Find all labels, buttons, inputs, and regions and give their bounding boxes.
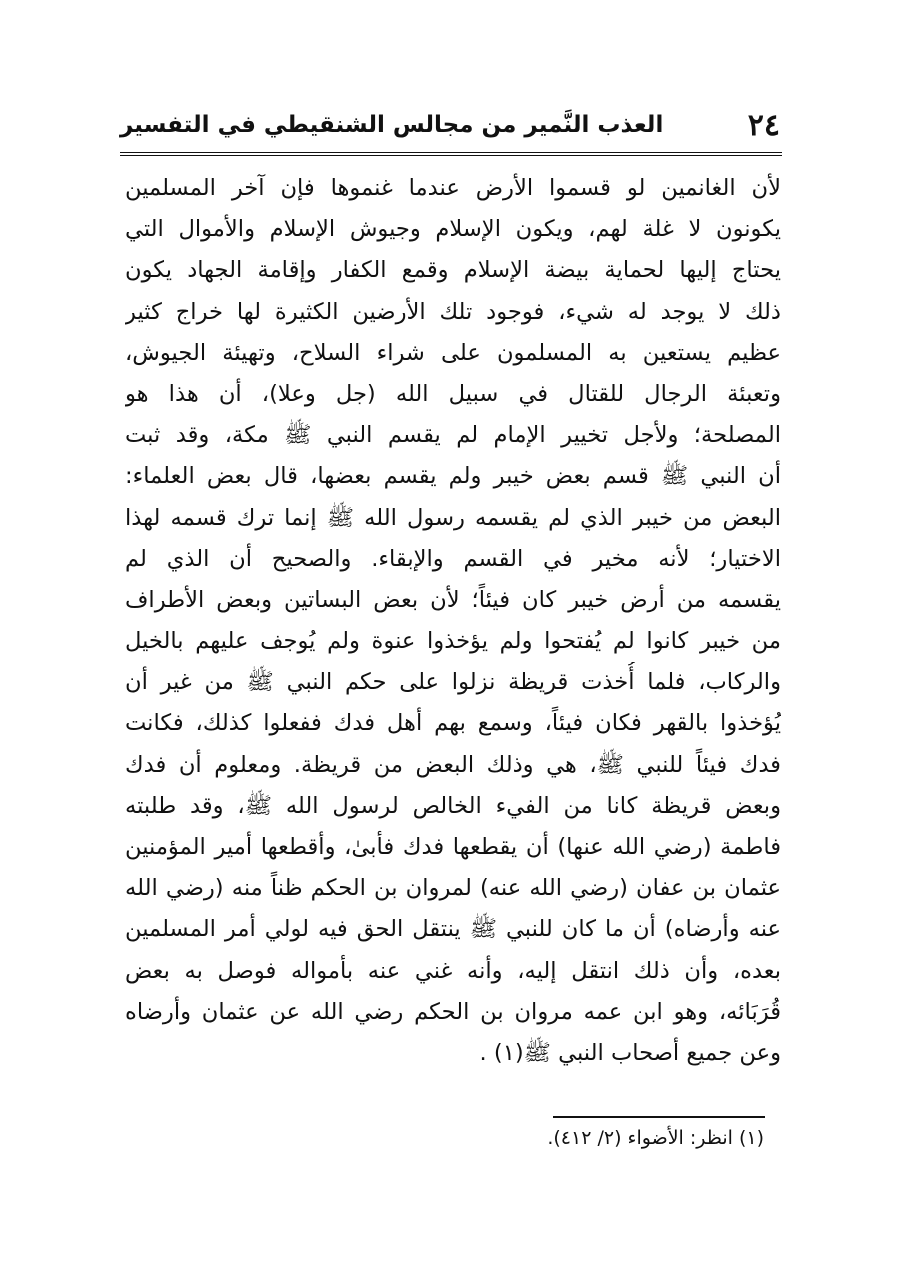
body-line: يقسمه من أرض خيبر كان فيئاً؛ لأن بعض البساتين وبعض الأطراف xyxy=(125,586,781,613)
body-line: وتعبئة الرجال للقتال في سبيل الله (جل وعلا)، أن هذا هو xyxy=(125,380,781,407)
body-line: المصلحة؛ ولأجل تخيير الإمام لم يقسم النبي ﷺ مكة، وقد ثبت xyxy=(125,422,781,449)
body-line: والركاب، فلما أُخذت قريظة نزلوا على حكم النبي ﷺ من غير أن xyxy=(125,669,781,696)
body-line: فدك فيئاً للنبي ﷺ، هي وذلك البعض من قريظة. ومعلوم أن فدك xyxy=(125,751,781,778)
body-line: ذلك لا يوجد له شيء، فوجود تلك الأرضين الكثيرة لها خراج كثير xyxy=(125,298,781,325)
body-text xyxy=(125,168,781,1074)
body-line: وبعض قريظة كانا من الفيء الخالص لرسول الله ﷺ، وقد طلبته xyxy=(125,792,781,819)
body-line: أن النبي ﷺ قسم بعض خيبر ولم يقسم بعضها، قال بعض العلماء: xyxy=(125,463,781,490)
body-line: الاختيار؛ لأنه مخير في القسم والإبقاء. والصحيح أن الذي لم xyxy=(125,545,781,572)
body-line: يحتاج إليها لحماية بيضة الإسلام وقمع الكفار وإقامة الجهاد يكون xyxy=(125,257,781,284)
header-rule xyxy=(120,152,782,156)
body-line: قُرَبَائه، وهو ابن عمه مروان بن الحكم رضي الله عن عثمان وأرضاه xyxy=(125,998,781,1025)
body-line: بعده، وأن ذلك انتقل إليه، وأنه غني عنه بأمواله فوصل به بعض xyxy=(125,957,781,984)
body-line-last: وعن جميع أصحاب النبي ﷺ(١) . xyxy=(479,1039,781,1066)
body-line: عثمان بن عفان (رضي الله عنه) لمروان بن الحكم ظناً منه (رضي الله xyxy=(125,875,781,902)
body-line: فاطمة (رضي الله عنها) أن يقطعها فدك فأبىٰ، وأقطعها أمير المؤمنين xyxy=(125,834,781,860)
body-line: عظيم يستعين به المسلمون على شراء السلاح، وتهيئة الجيوش، xyxy=(125,339,781,366)
body-line: من خيبر كانوا لم يُفتحوا ولم يؤخذوا عنوة ولم يُوجف عليهم بالخيل xyxy=(125,628,781,655)
body-line: يكونون لا غلة لهم، ويكون الإسلام وجيوش الإسلام والأموال التي xyxy=(125,216,781,243)
body-line: لأن الغانمين لو قسموا الأرض عندما غنموها فإن آخر المسلمين xyxy=(125,175,781,201)
body-line: عنه وأرضاه) أن ما كان للنبي ﷺ ينتقل الحق فيه لولي أمر المسلمين xyxy=(125,916,781,943)
running-title: العذب النَّمير من مجالس الشنقيطي في التفسير xyxy=(120,112,664,138)
page-number: ٢٤ xyxy=(747,108,780,143)
footnote-rule xyxy=(553,1116,765,1118)
footnote: (١) انظر: الأضواء (٢/ ٤١٢). xyxy=(547,1127,764,1149)
page-header xyxy=(120,108,780,152)
body-line: البعض من خيبر الذي لم يقسمه رسول الله ﷺ إنما ترك قسمه لهذا xyxy=(125,504,781,531)
body-line: يُؤخذوا بالقهر فكان فيئاً، وسمع بهم أهل فدك ففعلوا كذلك، فكانت xyxy=(125,710,781,737)
